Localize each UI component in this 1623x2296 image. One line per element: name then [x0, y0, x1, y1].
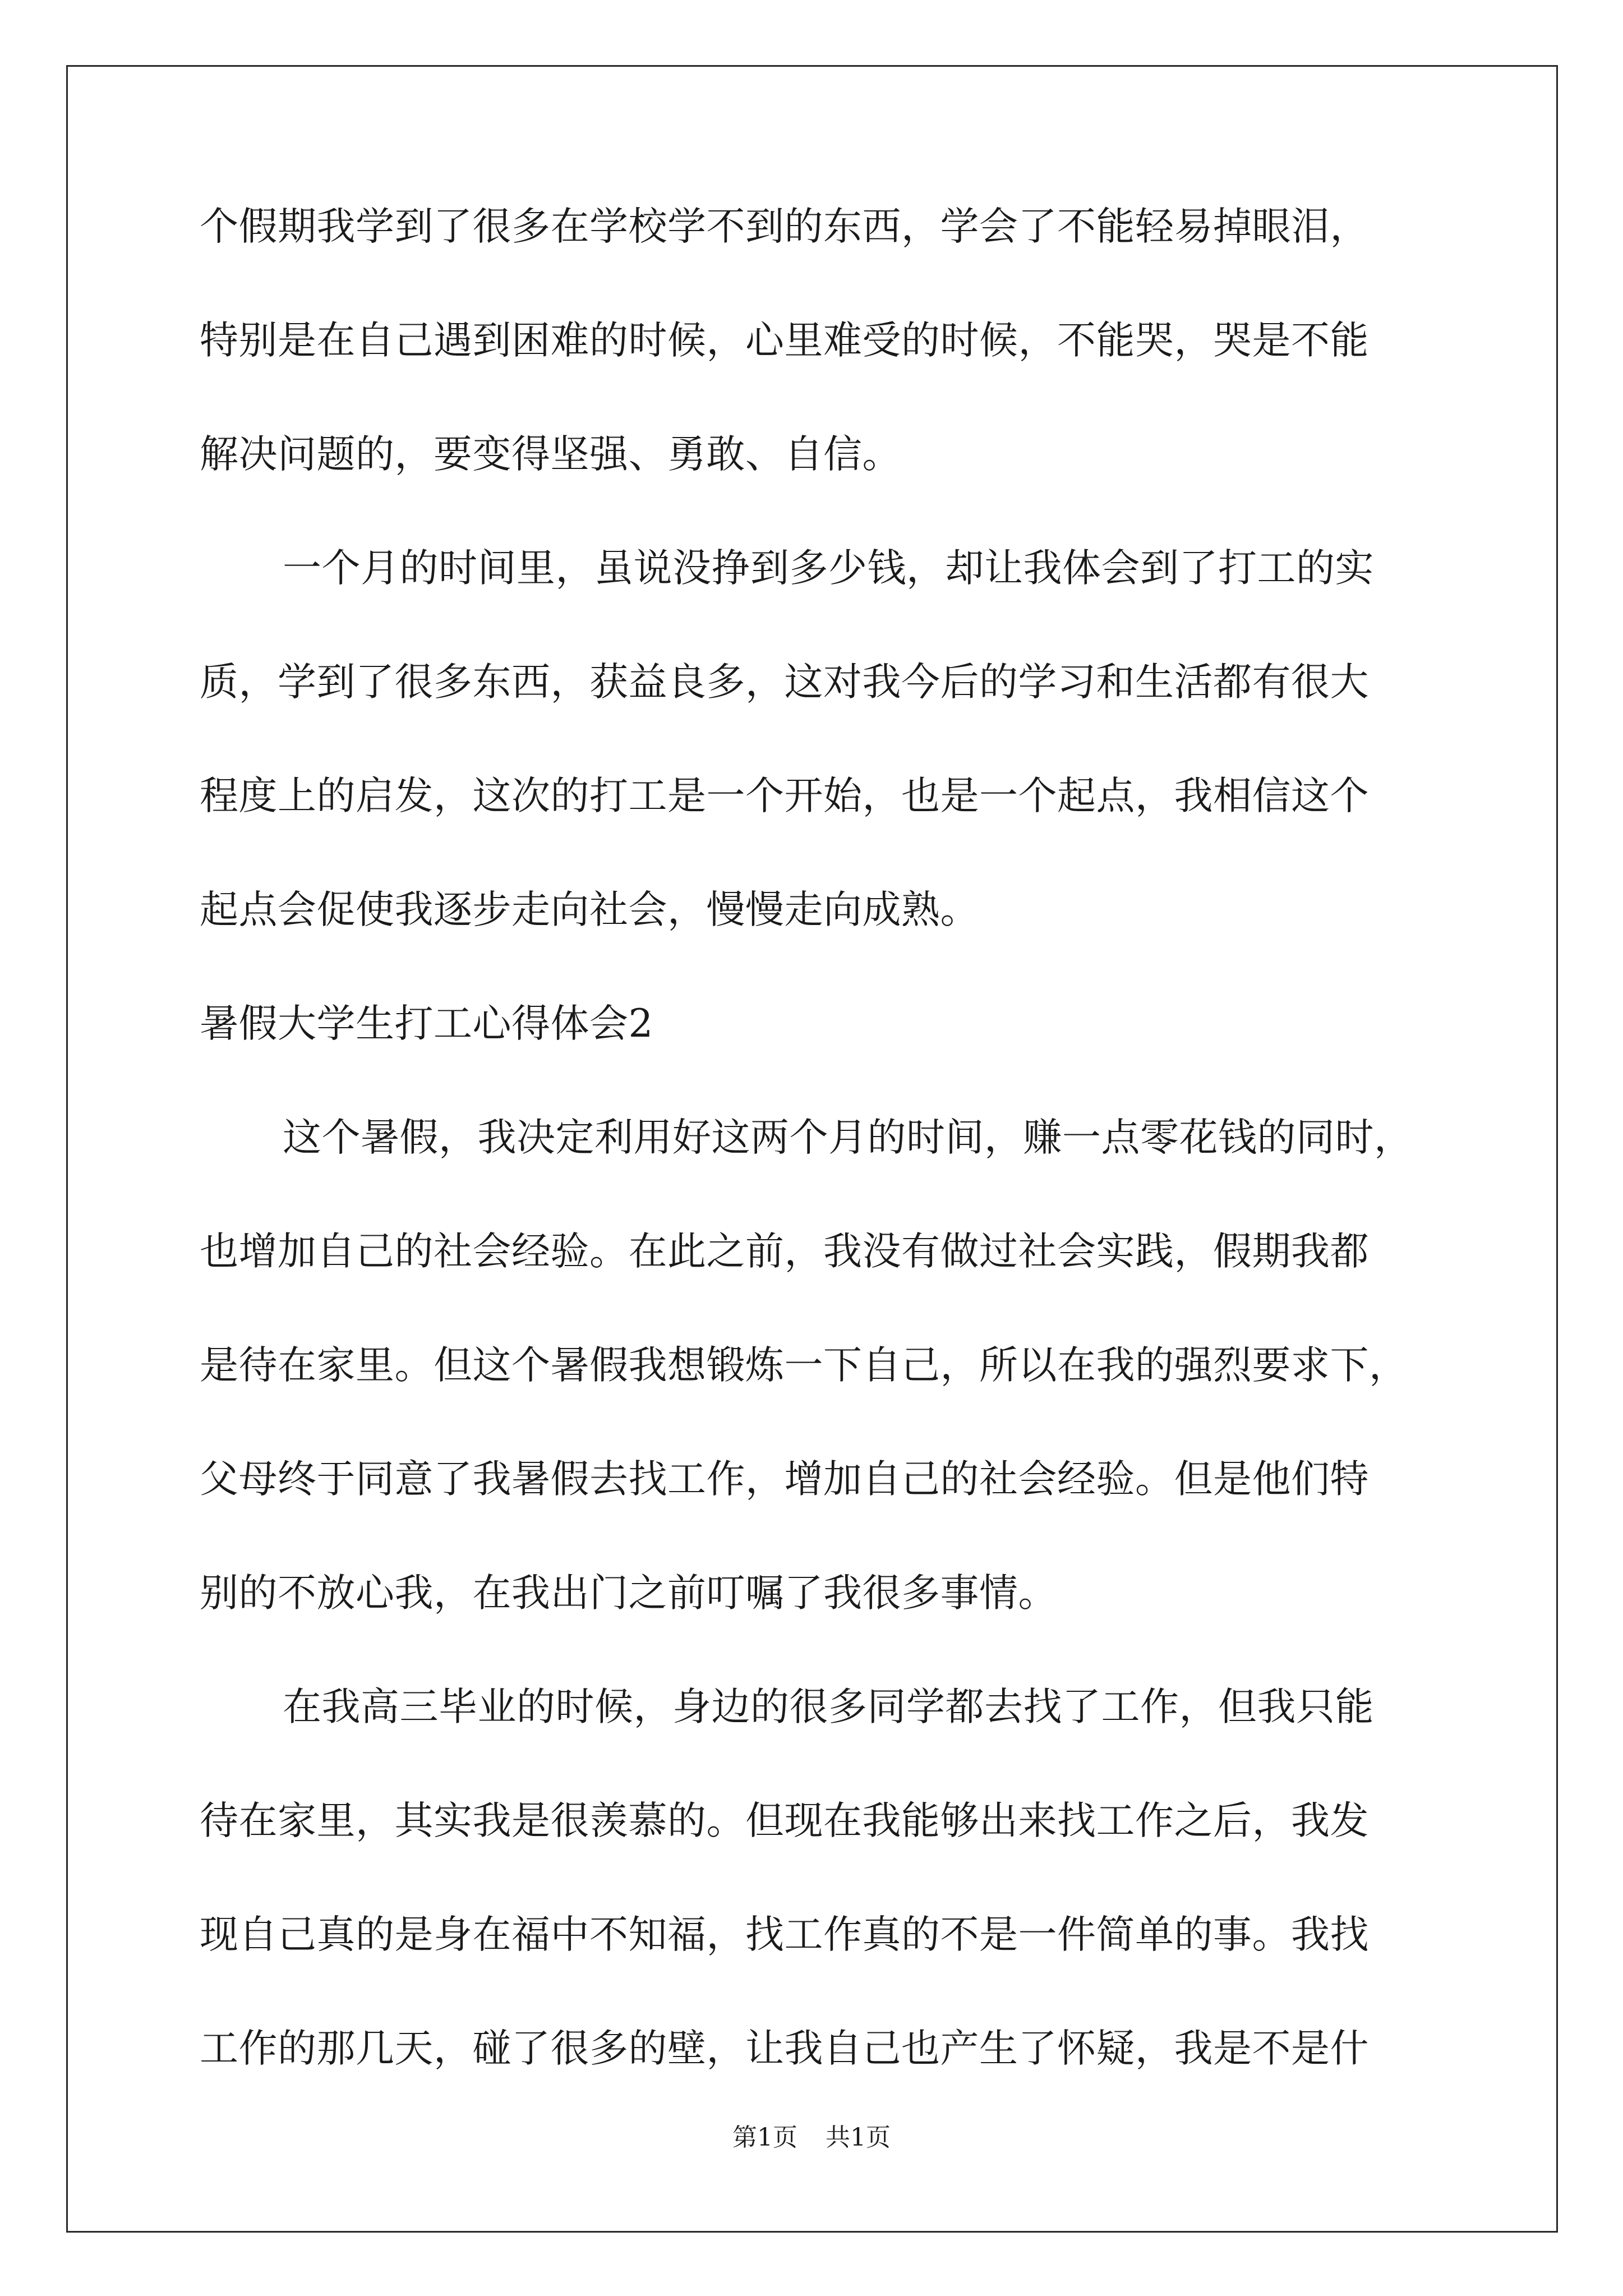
body-line: 个假期我学到了很多在学校学不到的东西，学会了不能轻易掉眼泪， [200, 204, 1369, 249]
document-body [200, 204, 1433, 2143]
body-line: 是待在家里。但这个暑假我想锻炼一下自己，所以在我的强烈要求下， [200, 1343, 1408, 1388]
page-number-current: 第1页 [732, 2123, 797, 2152]
paragraph-start-line: 在我高三毕业的时候，身边的很多同学都去找了工作，但我只能 [283, 1685, 1374, 1729]
body-line: 别的不放心我，在我出门之前叮嘱了我很多事情。 [200, 1571, 1057, 1616]
body-line: 解决问题的，要变得坚强、勇敢、自信。 [200, 432, 901, 477]
body-line: 质，学到了很多东西，获益良多，这对我今后的学习和生活都有很大 [200, 660, 1369, 705]
body-line: 父母终于同意了我暑假去找工作，增加自己的社会经验。但是他们特 [200, 1457, 1369, 1502]
body-line: 程度上的启发，这次的打工是一个开始，也是一个起点，我相信这个 [200, 774, 1369, 818]
body-line: 起点会促使我逐步走向社会，慢慢走向成熟。 [200, 887, 979, 932]
paragraph-start-line: 一个月的时间里，虽说没挣到多少钱，却让我体会到了打工的实 [283, 546, 1374, 591]
body-line: 工作的那几天，碰了很多的壁，让我自己也产生了怀疑，我是不是什 [200, 2026, 1369, 2071]
page-footer [0, 2124, 1623, 2152]
body-line: 现自己真的是身在福中不知福，找工作真的不是一件简单的事。我找 [200, 1912, 1369, 1957]
body-line: 特别是在自己遇到困难的时候，心里难受的时候，不能哭，哭是不能 [200, 318, 1369, 363]
body-line: 也增加自己的社会经验。在此之前，我没有做过社会实践，假期我都 [200, 1229, 1369, 1274]
paragraph-start-line: 这个暑假，我决定利用好这两个月的时间，赚一点零花钱的同时， [283, 1115, 1413, 1160]
section-heading: 暑假大学生打工心得体会2 [200, 1001, 653, 1046]
page-number-total: 共1页 [826, 2123, 891, 2152]
body-line: 待在家里，其实我是很羡慕的。但现在我能够出来找工作之后，我发 [200, 1798, 1369, 1843]
